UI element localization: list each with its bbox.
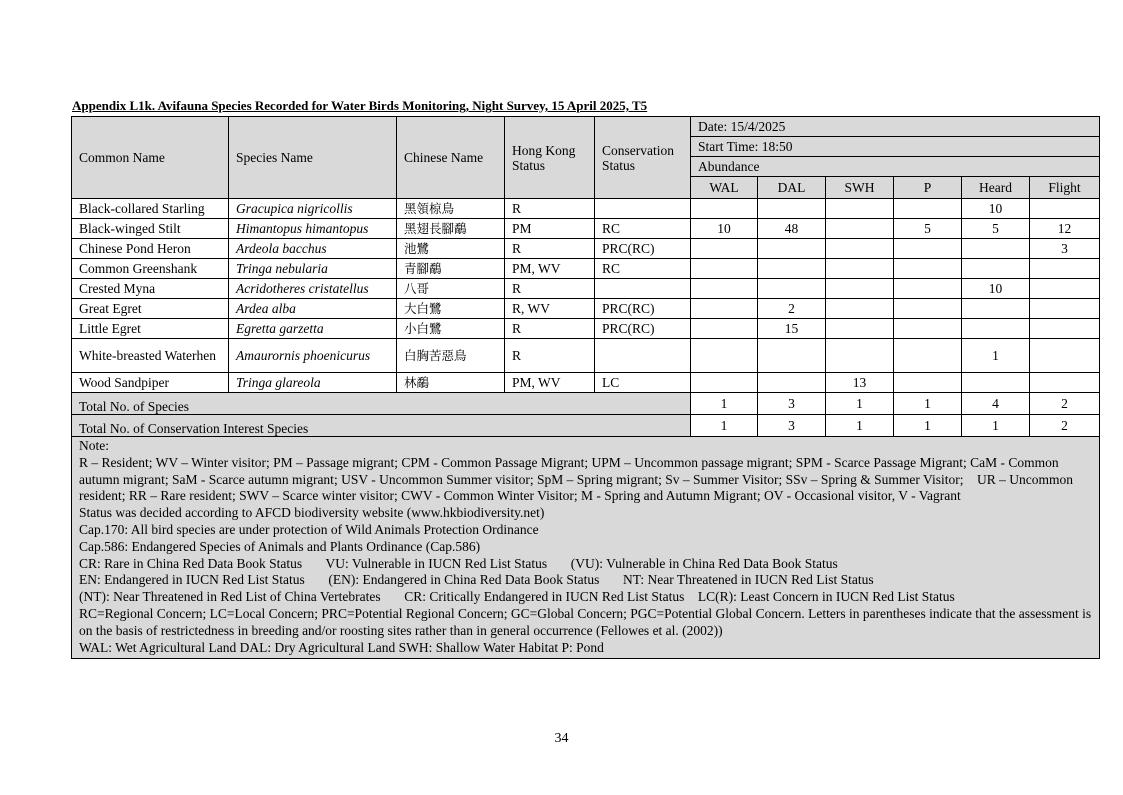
species-name-cell: Amaurornis phoenicurus	[229, 339, 397, 373]
header-abundance: Abundance	[691, 157, 1100, 177]
note-line: (NT): Near Threatened in Red List of China Vertebrates CR: Critically Endangered in IUCN Red List Status LC(R): Least Concern in IUCN Red List Status	[79, 589, 955, 605]
total-value-cell: 3	[758, 393, 826, 415]
header-chinese-name: Chinese Name	[397, 117, 505, 199]
table-title: Appendix L1k. Avifauna Species Recorded for Water Birds Monitoring, Night Survey, 15 April 2025, T5	[72, 98, 648, 113]
table-row	[72, 279, 1100, 299]
count-cell	[691, 279, 758, 299]
header-col-flight: Flight	[1030, 177, 1100, 199]
count-cell: 2	[758, 299, 826, 319]
common-name-cell: Great Egret	[72, 299, 229, 319]
note-line: R – Resident; WV – Winter visitor; PM – Passage migrant; CPM - Common Passage Migrant; UPM – Uncommon passage migrant; SPM - Scarce Passage Migrant; CaM - Common autumn migrant; SaM - Scarce autumn migrant; USV - Uncommon Summer visitor; SpM – Spring migrant; Sv – Summer Visitor; SSv – Spring & Summer Visitor; UR – Uncommon resident; RR – Rare resident; SWV – Scarce winter visitor; CWV - Common Winter Visitor; M - Spring and Autumn Migrant; OV - Occasional visitor, V - Vagrant	[79, 454, 1077, 504]
total-label: Total No. of Conservation Interest Species	[72, 415, 691, 437]
count-cell: 12	[1030, 219, 1100, 239]
header-species-name: Species Name	[229, 117, 397, 199]
chinese-name-cell: 黑領椋鳥	[397, 199, 505, 219]
notes-section	[72, 437, 1100, 659]
hk-status-cell: R	[505, 319, 595, 339]
hk-status-cell: R	[505, 339, 595, 373]
count-cell: 10	[691, 219, 758, 239]
common-name-cell: White-breasted Waterhen	[72, 339, 229, 373]
chinese-name-cell: 小白鷺	[397, 319, 505, 339]
count-cell	[826, 259, 894, 279]
count-cell	[826, 239, 894, 259]
table-row	[72, 339, 1100, 373]
header-col-wal: WAL	[691, 177, 758, 199]
chinese-name-cell: 八哥	[397, 279, 505, 299]
conservation-status-cell	[595, 339, 691, 373]
count-cell	[691, 373, 758, 393]
count-cell	[894, 199, 962, 219]
count-cell	[962, 239, 1030, 259]
header-date: Date: 15/4/2025	[691, 117, 1100, 137]
header-col-heard: Heard	[962, 177, 1030, 199]
header-start-time: Start Time: 18:50	[691, 137, 1100, 157]
page-number: 34	[554, 731, 569, 746]
count-cell	[1030, 299, 1100, 319]
header-col-dal: DAL	[758, 177, 826, 199]
count-cell: 15	[758, 319, 826, 339]
species-name-cell: Ardea alba	[229, 299, 397, 319]
count-cell	[691, 199, 758, 219]
count-cell	[758, 279, 826, 299]
species-name-cell: Tringa nebularia	[229, 259, 397, 279]
count-cell	[758, 199, 826, 219]
total-value-cell: 1	[826, 415, 894, 437]
count-cell	[962, 299, 1030, 319]
count-cell	[894, 299, 962, 319]
count-cell	[691, 259, 758, 279]
count-cell: 10	[962, 199, 1030, 219]
table-row	[72, 299, 1100, 319]
common-name-cell: Wood Sandpiper	[72, 373, 229, 393]
conservation-status-cell	[595, 279, 691, 299]
total-value-cell: 1	[691, 393, 758, 415]
total-value-cell: 2	[1030, 393, 1100, 415]
total-value-cell: 1	[691, 415, 758, 437]
note-line: EN: Endangered in IUCN Red List Status (EN): Endangered in China Red Data Book Status NT: Near Threatened in IUCN Red List Status	[79, 572, 874, 588]
count-cell	[962, 259, 1030, 279]
conservation-status-cell: RC	[595, 219, 691, 239]
note-line: CR: Rare in China Red Data Book Status VU: Vulnerable in IUCN Red List Status (VU): Vulnerable in China Red Data Book Status	[79, 555, 838, 571]
table-row	[72, 219, 1100, 239]
total-row	[72, 393, 1100, 415]
count-cell: 3	[1030, 239, 1100, 259]
conservation-status-cell: PRC(RC)	[595, 239, 691, 259]
total-value-cell: 4	[962, 393, 1030, 415]
avifauna-table	[71, 116, 1100, 659]
count-cell: 13	[826, 373, 894, 393]
total-value-cell: 2	[1030, 415, 1100, 437]
count-cell	[758, 373, 826, 393]
common-name-cell: Black-collared Starling	[72, 199, 229, 219]
hk-status-cell: PM, WV	[505, 373, 595, 393]
chinese-name-cell: 池鷺	[397, 239, 505, 259]
common-name-cell: Chinese Pond Heron	[72, 239, 229, 259]
species-name-cell: Tringa glareola	[229, 373, 397, 393]
total-value-cell: 1	[962, 415, 1030, 437]
count-cell	[691, 239, 758, 259]
count-cell	[1030, 199, 1100, 219]
count-cell: 10	[962, 279, 1030, 299]
common-name-cell: Black-winged Stilt	[72, 219, 229, 239]
total-value-cell: 1	[894, 415, 962, 437]
conservation-status-cell: RC	[595, 259, 691, 279]
hk-status-cell: PM, WV	[505, 259, 595, 279]
total-value-cell: 1	[894, 393, 962, 415]
notes-row	[72, 437, 1100, 659]
total-label: Total No. of Species	[72, 393, 691, 415]
count-cell: 1	[962, 339, 1030, 373]
header-common-name: Common Name	[72, 117, 229, 199]
species-name-cell: Gracupica nigricollis	[229, 199, 397, 219]
count-cell: 48	[758, 219, 826, 239]
hk-status-cell: R	[505, 199, 595, 219]
table-row	[72, 199, 1100, 219]
chinese-name-cell: 青腳鷸	[397, 259, 505, 279]
count-cell	[826, 279, 894, 299]
count-cell	[758, 339, 826, 373]
conservation-status-cell	[595, 199, 691, 219]
count-cell	[691, 299, 758, 319]
count-cell	[826, 299, 894, 319]
count-cell: 5	[962, 219, 1030, 239]
header-conservation-status: Conservation Status	[595, 117, 691, 199]
count-cell: 5	[894, 219, 962, 239]
chinese-name-cell: 大白鷺	[397, 299, 505, 319]
chinese-name-cell: 黑翅長腳鷸	[397, 219, 505, 239]
count-cell	[1030, 279, 1100, 299]
table-row	[72, 239, 1100, 259]
conservation-status-cell: PRC(RC)	[595, 319, 691, 339]
count-cell	[962, 373, 1030, 393]
count-cell	[826, 339, 894, 373]
total-value-cell: 3	[758, 415, 826, 437]
table-row	[72, 259, 1100, 279]
note-line: Cap.586: Endangered Species of Animals and Plants Ordinance (Cap.586)	[79, 538, 481, 554]
species-name-cell: Egretta garzetta	[229, 319, 397, 339]
count-cell	[894, 339, 962, 373]
count-cell	[894, 319, 962, 339]
count-cell	[1030, 373, 1100, 393]
count-cell	[894, 279, 962, 299]
note-line: Note:	[79, 438, 109, 453]
count-cell	[758, 259, 826, 279]
header-hk-status: Hong Kong Status	[505, 117, 595, 199]
species-name-cell: Himantopus himantopus	[229, 219, 397, 239]
total-row	[72, 415, 1100, 437]
count-cell	[962, 319, 1030, 339]
common-name-cell: Crested Myna	[72, 279, 229, 299]
header-col-swh: SWH	[826, 177, 894, 199]
chinese-name-cell: 林鷸	[397, 373, 505, 393]
hk-status-cell: PM	[505, 219, 595, 239]
total-value-cell: 1	[826, 393, 894, 415]
note-line: Cap.170: All bird species are under protection of Wild Animals Protection Ordinance	[79, 521, 539, 537]
count-cell	[691, 319, 758, 339]
species-name-cell: Ardeola bacchus	[229, 239, 397, 259]
hk-status-cell: R, WV	[505, 299, 595, 319]
note-line: RC=Regional Concern; LC=Local Concern; PRC=Potential Regional Concern; GC=Global Concern; PGC=Potential Global Concern. Letters in parentheses indicate that the assessment is on the basis of restrictedness in breeding and/or roosting sites rather than in general occurrence (Fellowes et al. (2002))	[79, 605, 1095, 638]
count-cell	[1030, 259, 1100, 279]
count-cell	[758, 239, 826, 259]
header-col-p: P	[894, 177, 962, 199]
table-row	[72, 373, 1100, 393]
count-cell	[1030, 339, 1100, 373]
note-line: Status was decided according to AFCD biodiversity website (www.hkbiodiversity.net)	[79, 505, 545, 521]
table-row	[72, 319, 1100, 339]
conservation-status-cell: LC	[595, 373, 691, 393]
hk-status-cell: R	[505, 239, 595, 259]
note-line: WAL: Wet Agricultural Land DAL: Dry Agricultural Land SWH: Shallow Water Habitat P: Pond	[79, 639, 604, 655]
count-cell	[894, 239, 962, 259]
count-cell	[691, 339, 758, 373]
common-name-cell: Common Greenshank	[72, 259, 229, 279]
species-name-cell: Acridotheres cristatellus	[229, 279, 397, 299]
count-cell	[1030, 319, 1100, 339]
count-cell	[894, 373, 962, 393]
count-cell	[894, 259, 962, 279]
count-cell	[826, 199, 894, 219]
common-name-cell: Little Egret	[72, 319, 229, 339]
chinese-name-cell: 白胸苦惡鳥	[397, 339, 505, 373]
count-cell	[826, 219, 894, 239]
hk-status-cell: R	[505, 279, 595, 299]
count-cell	[826, 319, 894, 339]
conservation-status-cell: PRC(RC)	[595, 299, 691, 319]
